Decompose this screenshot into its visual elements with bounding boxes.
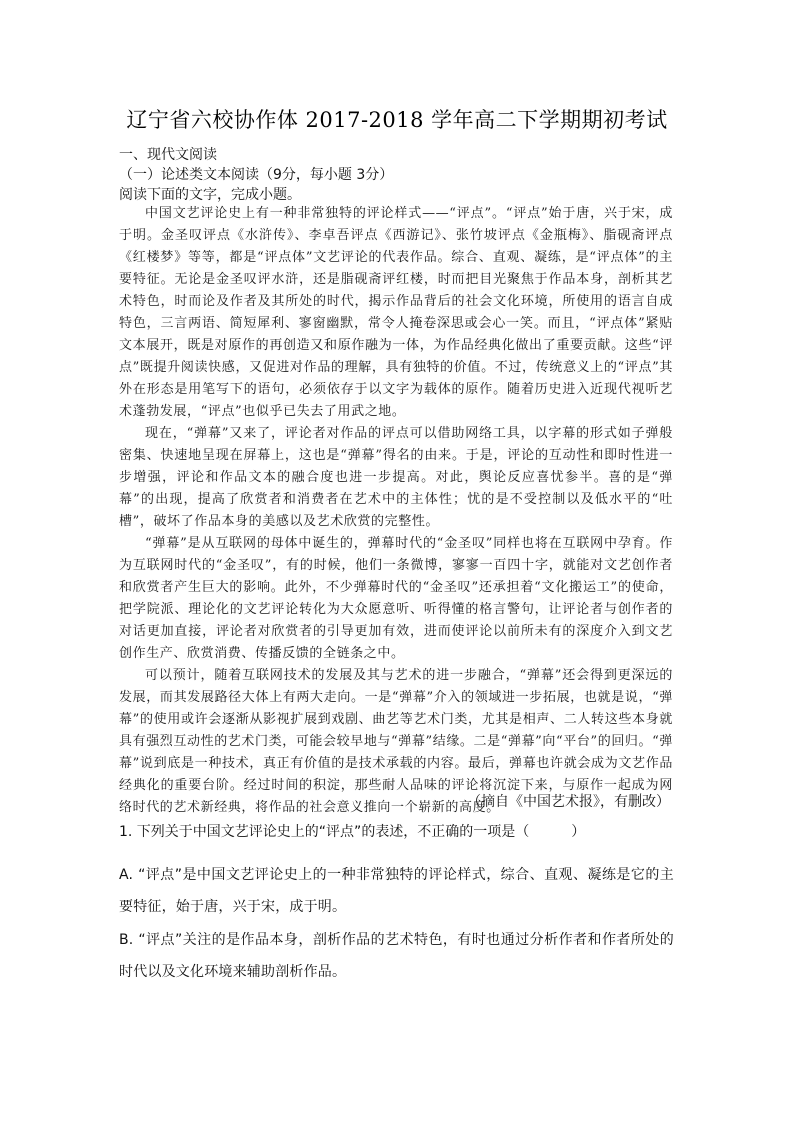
question-1-option-b: B. “评点”关注的是作品本身，剖析作品的艺术特色，有时也通过分析作者和作者所处的时代以及文化环境来辅助剖析作品。 <box>119 932 674 980</box>
passage-paragraph-3: “弹幕”是从互联网的母体中诞生的，弹幕时代的“金圣叹”同样也将在互联网中孕育。作为互联网时代的“金圣叹”，有的时候，他们一条微博，寥寥一百四十字，就能对文艺创作者和欣赏者产生巨大的影响。此外，不少弹幕时代的“金圣叹”还承担着“文化搬运工”的使命，把学院派、理论化的文艺评论转化为大众愿意听、听得懂的格言警句，让评论者与创作者的对话更加直接，评论者对欣赏者的引导更加有效，进而使评论以前所未有的深度介入到文艺创作生产、欣赏消费、传播反馈的全链条之中。 <box>119 536 673 661</box>
reading-passage <box>119 203 673 819</box>
subsection-heading: （一）论述类文本阅读（9分，每小题 3分） <box>119 167 394 183</box>
passage-paragraph-1: 中国文艺评论史上有一种非常独特的评论样式——“评点”。“评点”始于唐，兴于宋，成于明。金圣叹评点《水浒传》、李卓吾评点《西游记》、张竹坡评点《金瓶梅》、脂砚斋评点《红楼梦》等等，都是“评点体”文艺评论的代表作品。综合、直观、凝练，是“评点体”的主要特征。无论是金圣叹评水浒，还是脂砚斋评红楼，时而把目光聚焦于作品本身，剖析其艺术特色，时而论及作者及其所处的时代，揭示作品背后的社会文化环境，所使用的语言自成特色，三言两语、简短犀利、寥窗幽默，常令人掩卷深思或会心一笑。而且，“评点体”紧贴文本展开，既是对原作的再创造又和原作融为一体，为作品经典化做出了重要贡献。这些“评点”既提升阅读快感，又促进对作品的理解，具有独特的价值。不过，传统意义上的“评点”其外在形态是用笔写下的语句，必须依存于以文字为载体的原作。随着历史进入近现代视听艺术蓬勃发展，“评点”也似乎已失去了用武之地。 <box>119 206 673 419</box>
question-1-option-a: A. “评点”是中国文艺评论史上的一种非常独特的评论样式，综合、直观、凝练是它的主要特征，始于唐，兴于宋，成于明。 <box>119 867 674 915</box>
reading-instruction: 阅读下面的文字，完成小题。 <box>119 187 301 203</box>
exam-title: 辽宁省六校协作体 2017-2018 学年高二下学期期初考试 <box>126 108 668 132</box>
question-1-stem: 1. 下列关于中国文艺评论史上的“评点”的表述，不正确的一项是（ ） <box>119 824 586 840</box>
passage-source: （摘自《中国艺术报》，有删改） <box>467 794 670 810</box>
section-heading: 一、现代文阅读 <box>119 147 217 163</box>
passage-paragraph-2: 现在，“弹幕”又来了，评论者对作品的评点可以借助网络工具，以字幕的形式如子弹般密集、快速地呈现在屏幕上，这也是“弹幕”得名的由来。于是，评论的互动性和即时性进一步增强，评论和作品文本的融合度也进一步提高。对此，舆论反应喜忧参半。喜的是“弹幕”的出现，提高了欣赏者和消费者在艺术中的主体性；忧的是不受控制以及低水平的“吐槽”，破坏了作品本身的美感以及艺术欣赏的完整性。 <box>119 426 673 529</box>
passage-paragraph-4: 可以预计，随着互联网技术的发展及其与艺术的进一步融合，“弹幕”还会得到更深远的发展，而其发展路径大体上有两大走向。一是“弹幕”介入的领域进一步拓展，也就是说，“弹幕”的使用或许会逐渐从影视扩展到戏剧、曲艺等艺术门类，尤其是相声、二人转这些本身就具有强烈互动性的艺术门类，可能会较早地与“弹幕”结缘。二是“弹幕”向“平台”的回归。“弹幕”说到底是一种技术，真正有价值的是技术承载的内容。最后，弹幕也许就会成为文艺作品经典化的重要台阶。经过时间的积淀，那些耐人品味的评论将沉淀下来，与原作一起成为网络时代的艺术新经典，将作品的社会意义推向一个崭新的高度。 <box>119 668 673 815</box>
